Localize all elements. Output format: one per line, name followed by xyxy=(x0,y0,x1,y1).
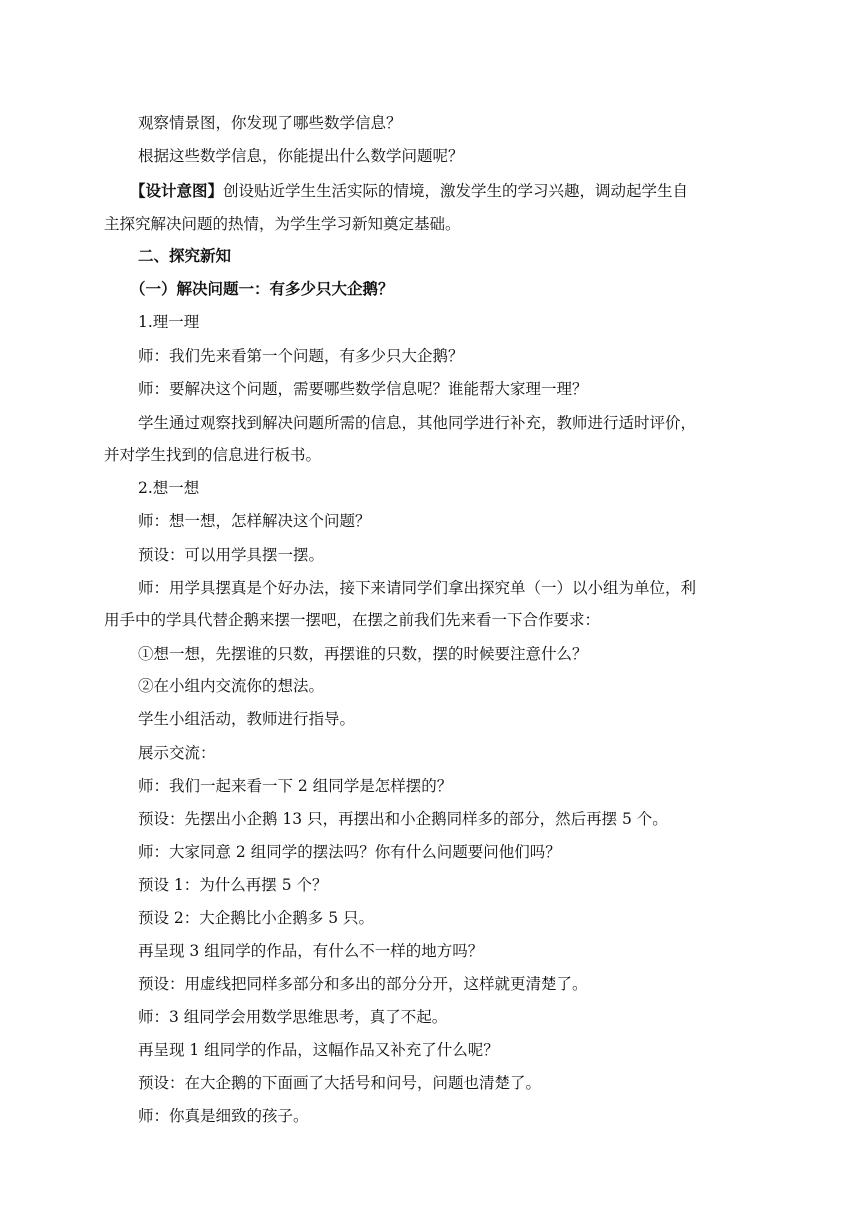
dialogue-continuation: 用手中的学具代替企鹅来摆一摆吧，在摆之前我们先来看一下合作要求： xyxy=(104,611,601,629)
dialogue-line: 师：我们一起来看一下 2 组同学是怎样摆的？ xyxy=(138,777,453,795)
dialogue-line: 师：我们先来看第一个问题，有多少只大企鹅？ xyxy=(138,347,464,365)
preset-line: 预设：先摆出小企鹅 13 只，再摆出和小企鹅同样多的部分，然后再摆 5 个。 xyxy=(138,810,668,828)
activity-line: 学生小组活动，教师进行指导。 xyxy=(138,710,356,728)
preset-line: 预设 2：大企鹅比小企鹅多 5 只。 xyxy=(138,909,375,927)
dialogue-line: 师：大家同意 2 组同学的摆法吗？你有什么问题要问他们吗？ xyxy=(138,843,561,861)
presentation-line: 再呈现 3 组同学的作品，有什么不一样的地方吗？ xyxy=(138,942,484,960)
design-intent-continuation: 主探究解决问题的热情，为学生学习新知奠定基础。 xyxy=(104,215,461,233)
section-heading: 二、探究新知 xyxy=(138,246,232,265)
paragraph-question: 根据这些数学信息，你能提出什么数学问题呢？ xyxy=(138,147,464,165)
preset-line: 预设：在大企鹅的下面画了大括号和问号，问题也清楚了。 xyxy=(138,1074,542,1092)
subsection-heading: （一）解决问题一：有多少只大企鹅？ xyxy=(130,279,394,298)
preset-line: 预设：可以用学具摆一摆。 xyxy=(138,546,325,564)
design-intent-text: 创设贴近学生生活实际的情境，激发学生的学习兴趣，调动起学生自 xyxy=(223,182,689,200)
design-intent-paragraph xyxy=(130,181,764,201)
paragraph-line: 学生通过观察找到解决问题所需的信息，其他同学进行补充，教师进行适时评价， xyxy=(138,414,697,432)
dialogue-line: 师：想一想，怎样解决这个问题？ xyxy=(138,512,371,530)
presentation-line: 再呈现 1 组同学的作品，这幅作品又补充了什么呢？ xyxy=(138,1041,499,1059)
paragraph-continuation: 并对学生找到的信息进行板书。 xyxy=(104,446,322,464)
design-intent-label: 【设计意图】 xyxy=(130,181,224,200)
requirement-item-1: ①想一想，先摆谁的只数，再摆谁的只数，摆的时候要注意什么？ xyxy=(138,645,588,663)
requirement-item-2: ②在小组内交流你的想法。 xyxy=(138,677,325,695)
step-heading-1: 1.理一理 xyxy=(138,313,200,331)
display-exchange-line: 展示交流： xyxy=(138,744,216,762)
step-heading-2: 2.想一想 xyxy=(138,479,200,497)
paragraph-observe: 观察情景图，你发现了哪些数学信息？ xyxy=(138,114,402,132)
preset-line: 预设：用虚线把同样多部分和多出的部分分开，这样就更清楚了。 xyxy=(138,975,588,993)
dialogue-line: 师：你真是细致的孩子。 xyxy=(138,1107,309,1125)
dialogue-line: 师：要解决这个问题，需要哪些数学信息呢？谁能帮大家理一理？ xyxy=(138,380,588,398)
preset-line: 预设 1：为什么再摆 5 个？ xyxy=(138,876,328,894)
dialogue-line: 师：用学具摆真是个好办法，接下来请同学们拿出探究单（一）以小组为单位，利 xyxy=(138,579,697,597)
dialogue-line: 师：3 组同学会用数学思维思考，真了不起。 xyxy=(138,1008,448,1026)
